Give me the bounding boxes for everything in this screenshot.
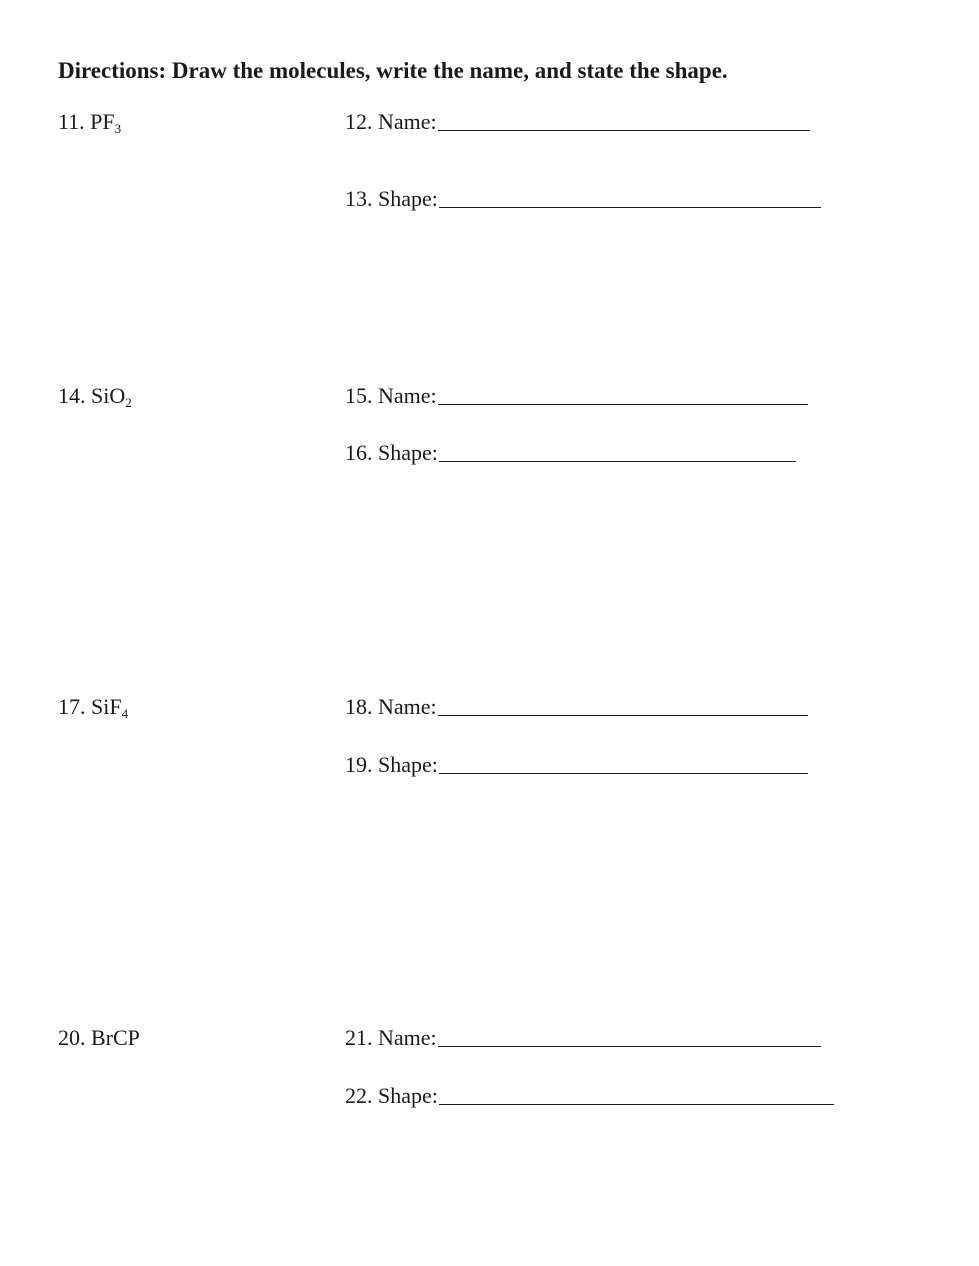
formula-label: 17. SiF — [58, 694, 122, 719]
name-answer-line[interactable] — [438, 386, 808, 405]
shape-field-16[interactable] — [345, 440, 796, 466]
formula-brcp — [58, 1025, 140, 1053]
name-field-18[interactable] — [345, 694, 808, 720]
shape-answer-line[interactable] — [439, 189, 821, 208]
shape-label: 16. Shape: — [345, 440, 438, 465]
name-label: 15. Name: — [345, 383, 437, 408]
name-label: 18. Name: — [345, 694, 437, 719]
formula-subscript: 4 — [121, 706, 129, 721]
shape-label: 13. Shape: — [345, 186, 438, 211]
name-field-21[interactable] — [345, 1025, 821, 1051]
shape-field-13[interactable] — [345, 186, 821, 212]
shape-answer-line[interactable] — [439, 755, 808, 774]
formula-pf3 — [58, 109, 121, 137]
directions-heading: Directions: Draw the molecules, write the name, and state the shape. — [58, 58, 728, 83]
formula-sif4 — [58, 694, 128, 722]
name-answer-line[interactable] — [438, 697, 808, 716]
formula-sio2 — [58, 383, 132, 411]
shape-label: 19. Shape: — [345, 752, 438, 777]
shape-field-22[interactable] — [345, 1083, 834, 1109]
shape-field-19[interactable] — [345, 752, 808, 778]
formula-label: 20. BrCP — [58, 1025, 140, 1050]
name-field-12[interactable] — [345, 109, 810, 135]
name-label: 12. Name: — [345, 109, 437, 134]
shape-label: 22. Shape: — [345, 1083, 438, 1108]
name-label: 21. Name: — [345, 1025, 437, 1050]
name-answer-line[interactable] — [438, 1028, 821, 1047]
shape-answer-line[interactable] — [439, 1086, 834, 1105]
name-field-15[interactable] — [345, 383, 808, 409]
shape-answer-line[interactable] — [439, 443, 796, 462]
formula-label: 14. SiO — [58, 383, 126, 408]
formula-label: 11. PF — [58, 109, 115, 134]
name-answer-line[interactable] — [438, 112, 810, 131]
formula-subscript: 2 — [125, 395, 132, 410]
formula-subscript: 3 — [114, 121, 122, 136]
